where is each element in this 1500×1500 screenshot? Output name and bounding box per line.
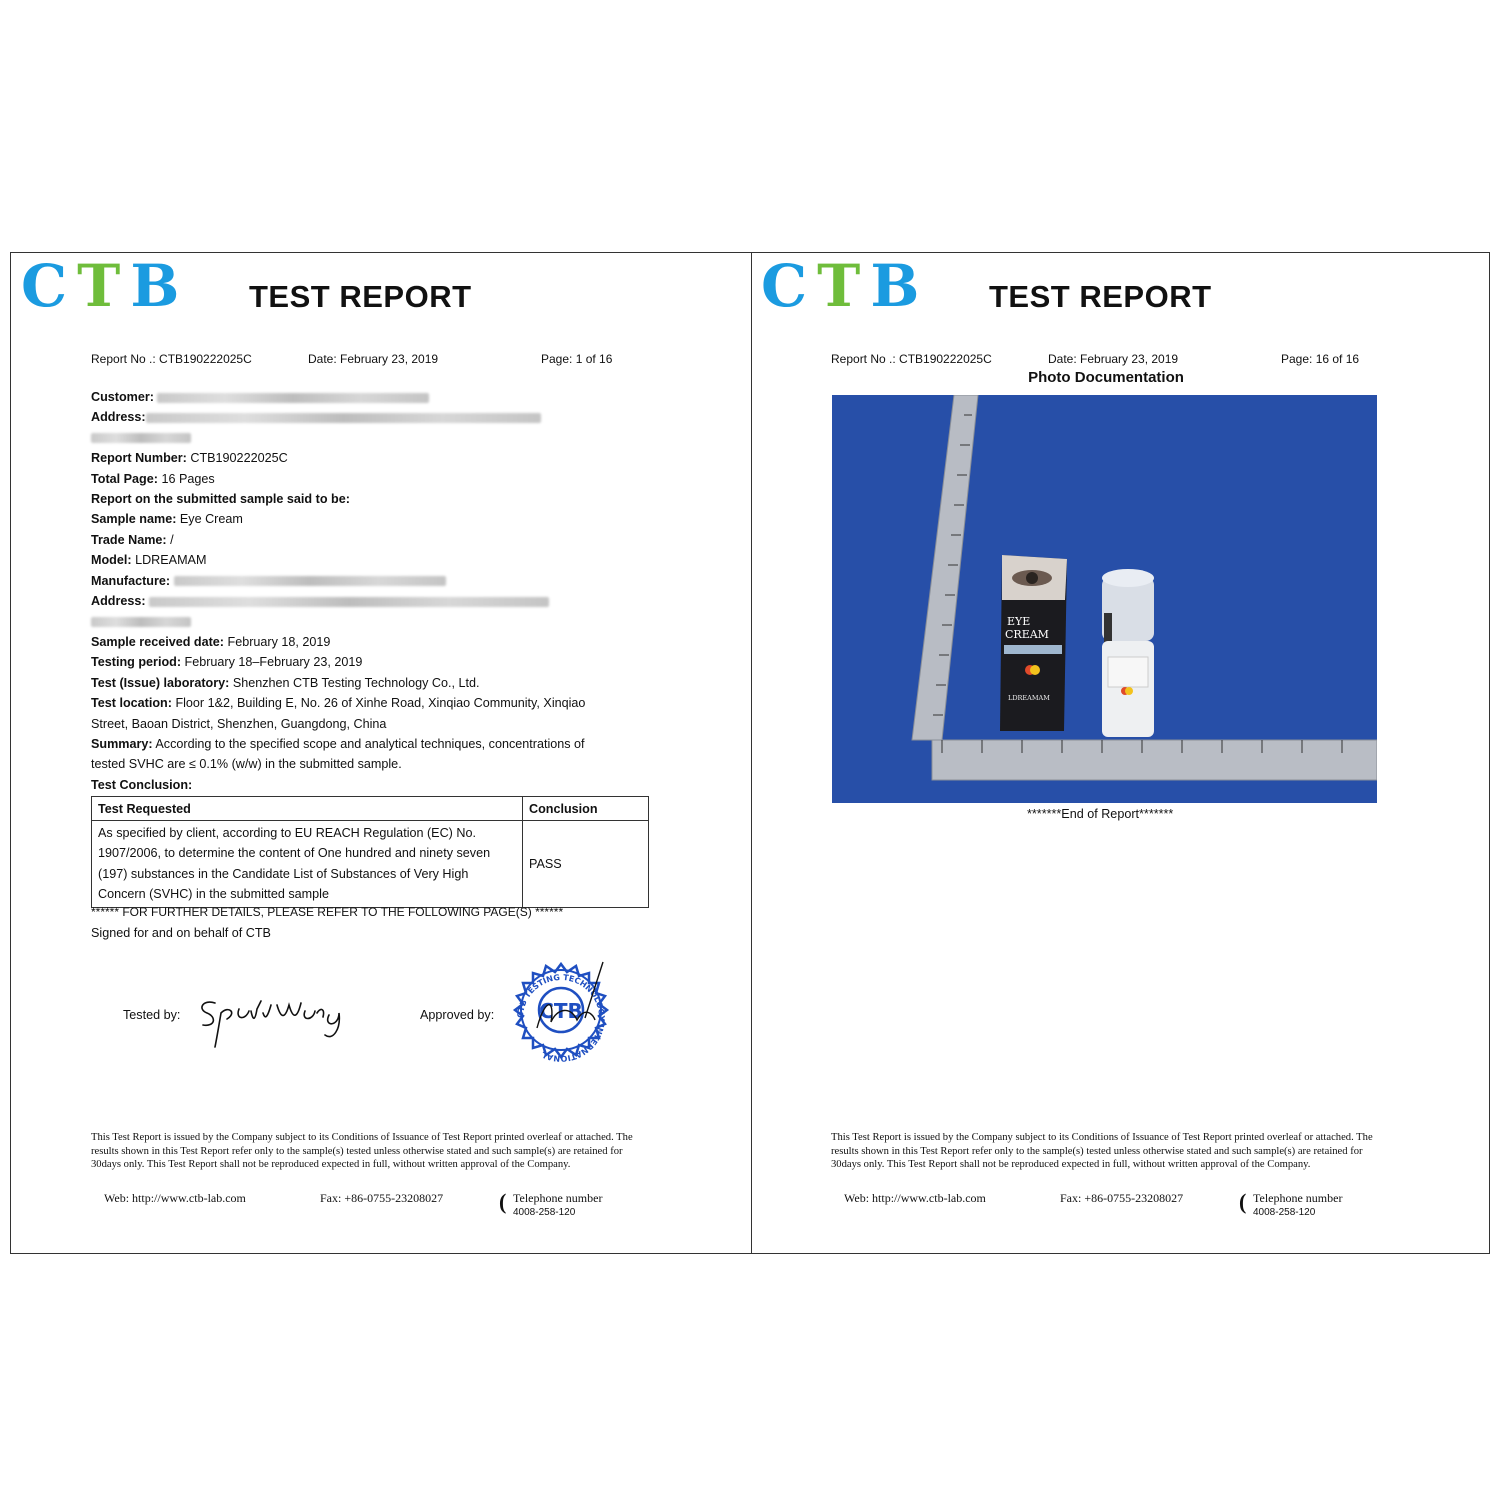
web-link[interactable]: Web: http://www.ctb-lab.com: [844, 1191, 986, 1205]
web-link[interactable]: Web: http://www.ctb-lab.com: [104, 1191, 246, 1205]
summary-row: Summary: According to the specified scope and analytical techniques, concentrations of: [91, 736, 585, 751]
report-sheet: [10, 252, 1490, 1254]
sample-name-row: Sample name: Eye Cream: [91, 512, 243, 527]
approved-by-label: Approved by:: [420, 1008, 495, 1022]
page-number: Page: 16 of 16: [1281, 352, 1360, 366]
ctb-logo: CTB: [761, 252, 930, 320]
telephone-label: Telephone number: [513, 1191, 603, 1205]
received-row: Sample received date: February 18, 2019: [91, 634, 331, 649]
footer-disclaimer: This Test Report is issued by the Company subject to its Conditions of Issuance of Test Report printed overleaf or attached. The results shown in this Test Report refer only to the sample(s) tested unless otherwise stated and such sample(s) are retained for 30days only. This Test Report shall not be reproduced expected in full, without written approval of the Company.: [91, 1132, 633, 1170]
phone-icon: (: [499, 1189, 507, 1214]
fax-number: Fax: +86-0755-23208027: [320, 1191, 444, 1205]
box-eye-label: EYE: [1007, 615, 1031, 628]
header-test-requested: Test Requested: [92, 797, 523, 821]
box-cream-label: CREAM: [1005, 628, 1049, 641]
redacted-address2: [149, 597, 549, 607]
report-title: TEST REPORT: [989, 279, 1212, 314]
tested-by-label: Tested by:: [123, 1008, 181, 1022]
conclusion-cell: PASS: [523, 821, 649, 908]
address-row: Address:: [91, 407, 631, 427]
signature-tester: [193, 991, 343, 1051]
redacted-manufacture: [174, 576, 446, 586]
header-conclusion: Conclusion: [523, 797, 649, 821]
report-no: Report No .: CTB190222025C: [831, 352, 992, 366]
report-date: Date: February 23, 2019: [1048, 352, 1179, 366]
report-title: TEST REPORT: [249, 279, 472, 314]
redacted-address2-line2: [91, 617, 191, 627]
end-of-report: *******End of Report*******: [1027, 807, 1174, 821]
report-number-row: Report Number: CTB190222025C: [91, 451, 288, 466]
stamp-logo-text: CTB: [539, 999, 583, 1023]
approval-stamp: [501, 958, 621, 1070]
report-date: Date: February 23, 2019: [308, 352, 439, 366]
fax-number: Fax: +86-0755-23208027: [1060, 1191, 1184, 1205]
product-photo: [832, 395, 1377, 803]
redacted-address-line2: [91, 433, 191, 443]
address2-row: Address:: [91, 591, 631, 611]
customer-row: Customer:: [91, 387, 631, 407]
redacted-customer: [157, 393, 429, 403]
box-brand: LDREAMAM: [1008, 694, 1050, 702]
report-fields: Customer: Address: Report Number: CTB190222025C Total Page: 16 Pages Report on the submitted sample said to be: Sample name: Eye Cream Trade Name: / Model: LDREAMAM Manufacture: Address: Sample received date: February 18, 2019 Testing period: February 18–February 23, 2019 Test (Issue) laboratory: Shenzhen CTB Testing Technology Co., Ltd. Test location: Floor 1&2, Building E, No. 26 of Xinhe Road, Xinqiao Community, Xinqiao Street, Baoan District, Shenzhen, Guangdong, China Summary: According to the specified scope and analytical techniques, concentrations of tested SVHC are ≤ 0.1% (w/w) in the submitted sample. Test Conclusion:: [91, 387, 631, 795]
ctb-logo: CTB: [21, 252, 190, 320]
report-no: Report No .: CTB190222025C: [91, 352, 252, 366]
photo-documentation-title: Photo Documentation: [1028, 369, 1184, 386]
conclusion-label: Test Conclusion:: [91, 777, 193, 792]
report-on-row: Report on the submitted sample said to be:: [91, 492, 350, 507]
testing-period-row: Testing period: February 18–February 23, 2019: [91, 655, 363, 670]
total-page-row: Total Page: 16 Pages: [91, 471, 215, 486]
redacted-address: [146, 413, 541, 423]
telephone-number: 4008-258-120: [513, 1207, 576, 1218]
manufacture-row: Manufacture:: [91, 571, 631, 591]
page-number: Page: 1 of 16: [541, 352, 613, 366]
telephone-label: Telephone number: [1253, 1191, 1343, 1205]
test-requested-cell: As specified by client, according to EU REACH Regulation (EC) No. 1907/2006, to determine the content of One hundred and ninety seven (197) substances in the Candidate List of Substances of Very High Concern (SVHC) in the submitted sample: [92, 821, 523, 908]
signed-line: Signed for and on behalf of CTB: [91, 926, 271, 940]
trade-name-row: Trade Name: /: [91, 532, 174, 547]
report-page-1: [11, 253, 752, 1253]
location-row: Test location: Floor 1&2, Building E, No. 26 of Xinhe Road, Xinqiao Community, Xinqiao: [91, 696, 586, 711]
svg-text:CTB TESTING TECHNOLOGY INTERNA: CTB TESTING TECHNOLOGY INTERNATIONAL: [515, 972, 607, 1064]
phone-icon: (: [1239, 1189, 1247, 1214]
lab-row: Test (Issue) laboratory: Shenzhen CTB Testing Technology Co., Ltd.: [91, 675, 480, 690]
telephone-number: 4008-258-120: [1253, 1207, 1316, 1218]
further-details: ****** FOR FURTHER DETAILS, PLEASE REFER TO THE FOLLOWING PAGE(S) ******: [91, 905, 564, 919]
footer-disclaimer: This Test Report is issued by the Company subject to its Conditions of Issuance of Test Report printed overleaf or attached. The results shown in this Test Report refer only to the sample(s) tested unless otherwise stated and such sample(s) are retained for 30days only. This Test Report shall not be reproduced expected in full, without written approval of the Company.: [831, 1132, 1373, 1170]
model-row: Model: LDREAMAM: [91, 553, 207, 568]
report-page-16: [751, 253, 1491, 1253]
conclusion-table: [91, 796, 649, 908]
